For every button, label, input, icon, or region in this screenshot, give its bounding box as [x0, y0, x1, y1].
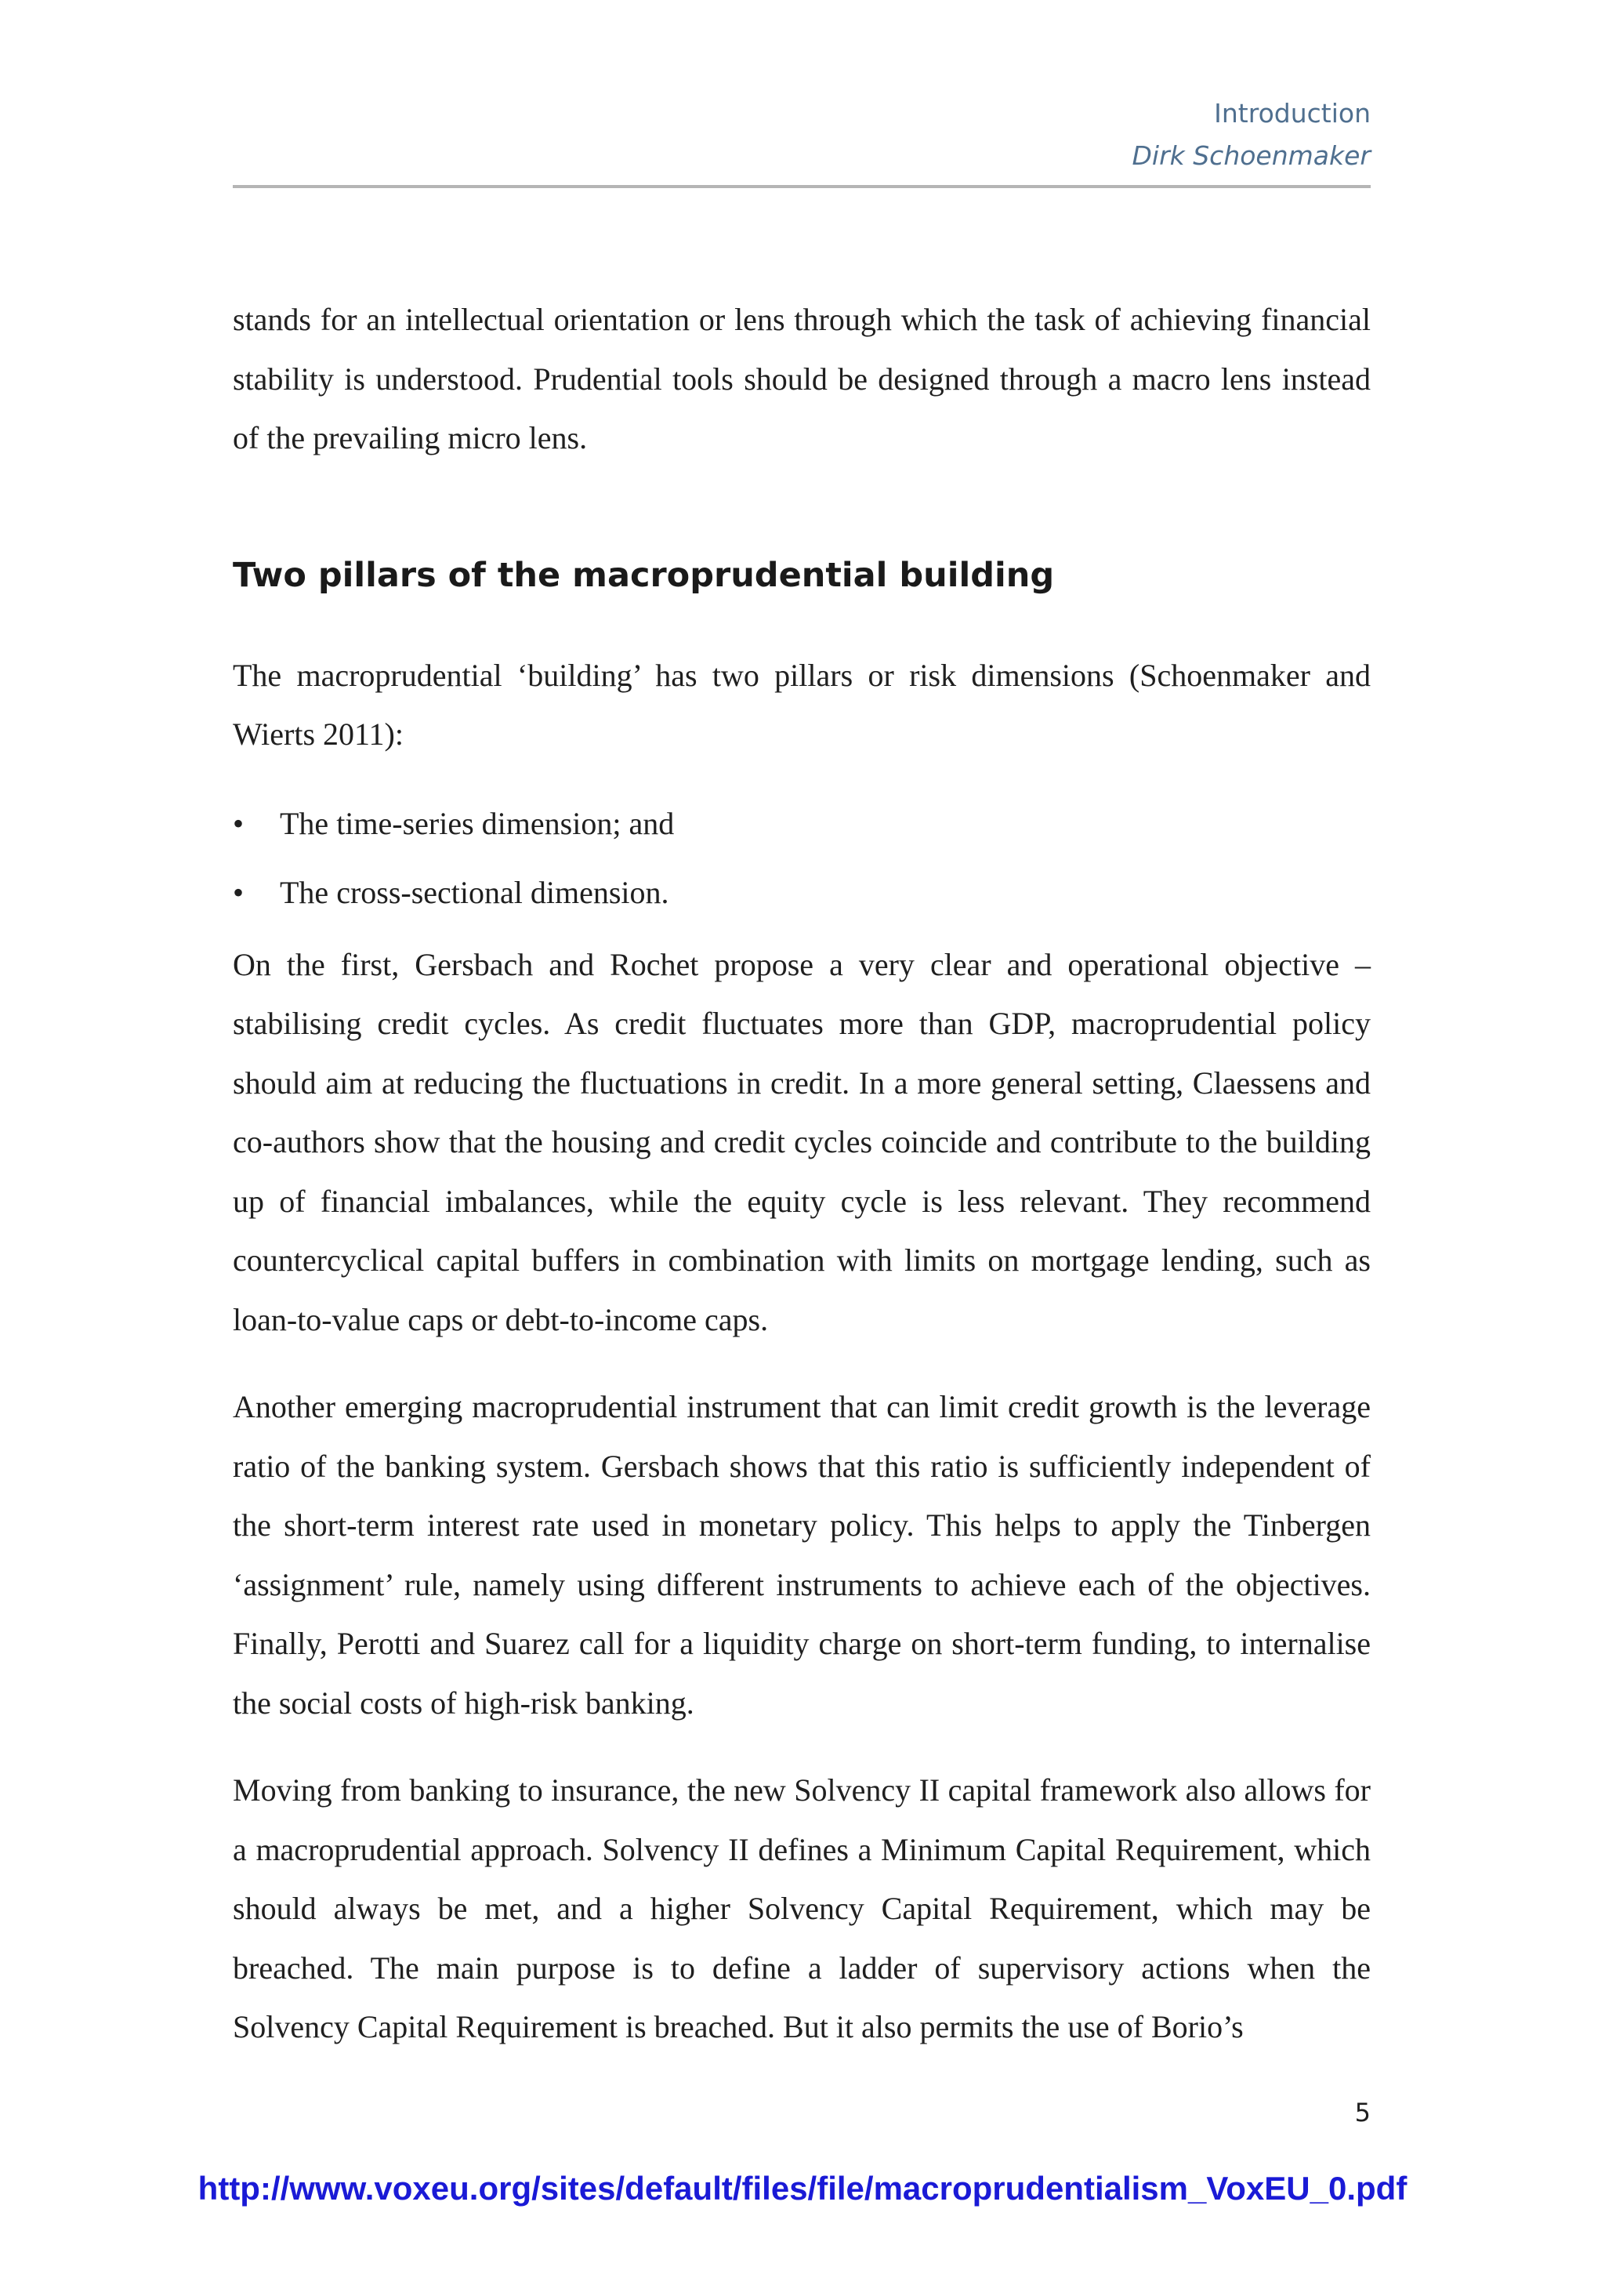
header-section-title: Introduction [1214, 98, 1371, 129]
bullet-text: The cross-sectional dimension. [280, 874, 669, 910]
bullet-text: The time-series dimension; and [280, 805, 675, 841]
header-author: Dirk Schoenmaker [1132, 140, 1371, 171]
header-rule [233, 185, 1371, 188]
bullet-glyph: • [233, 874, 245, 910]
section-heading: Two pillars of the macroprudential building [233, 555, 1055, 595]
bullet-glyph: • [233, 805, 245, 841]
paragraph-credit-cycles: On the first, Gersbach and Rochet propose a very clear and operational objective – stabilising credit cycles. As credit fluctuates more than GDP, macroprudential policy should aim at reducing the fluctuations in credit. In a more general setting, Claessens and co-authors show that the housing and credit cycles coincide and contribute to the building up of financial imbalances, while the equity cycle is less relevant. They recommend countercyclical capital buffers in combination with limits on mortgage lending, such as loan-to-value caps or debt-to-income caps. [233, 946, 1371, 1337]
bullet-item-time-series [233, 789, 1371, 858]
paragraph-pillars-intro: The macroprudential ‘building’ has two pillars or risk dimensions (Schoenmaker and Wierts 2011): [233, 657, 1371, 752]
bullet-list [233, 789, 1371, 927]
page-body [233, 290, 1371, 2057]
paragraph-leverage-ratio: Another emerging macroprudential instrument that can limit credit growth is the leverage ratio of the banking system. Gersbach shows that this ratio is sufficiently independent of the short-term interest rate used in monetary policy. This helps to apply the Tinbergen ‘assignment’ rule, namely using different instruments to achieve each of the objectives. Finally, Perotti and Suarez call for a liquidity charge on short-term funding, to internalise the social costs of high-risk banking. [233, 1389, 1371, 1721]
running-header [1132, 92, 1371, 177]
intro-paragraph: stands for an intellectual orientation or lens through which the task of achieving financial stability is understood. Prudential tools should be designed through a macro lens instead of the prevailing micro lens. [233, 302, 1371, 455]
bullet-item-cross-sectional [233, 858, 1371, 927]
paragraph-solvency-ii: Moving from banking to insurance, the new Solvency II capital framework also allows for a macroprudential approach. Solvency II defines a Minimum Capital Requirement, which should always be met, and a higher Solvency Capital Requirement, which may be breached. The main purpose is to define a ladder of supervisory actions when the Solvency Capital Requirement is breached. But it also permits the use of Borio’s [233, 1772, 1371, 2044]
page-number: 5 [1354, 2098, 1371, 2127]
source-url-link[interactable]: http://www.voxeu.org/sites/default/files/file/macroprudentialism_VoxEU_0.pdf [197, 2170, 1408, 2207]
